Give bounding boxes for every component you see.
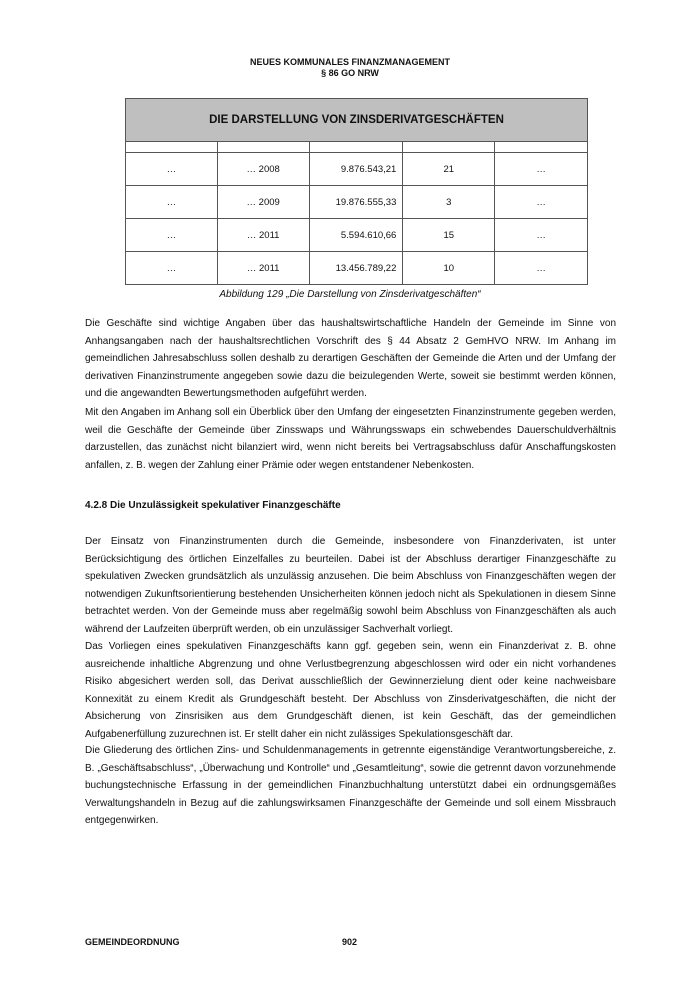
table-cell: … [495, 153, 588, 186]
paragraph: Der Einsatz von Finanzinstrumenten durch die Gemeinde, insbesondere von Finanzderivaten, ist unter Berücksichtigung des örtlichen Einzelfalles zu beurteilen. Dabei ist der Abschluss derartiger Finanzgeschäfte zu spekulativen Zwecken grundsätzlich als unzulässig anzusehen. Die beim Abschluss von Finanzgeschäften wegen der notwendigen Zukunftsorientierung bestehenden Unsicherheiten können jedoch nicht als Spekulationen in diesem Sinne betrachtet werden. Von der Gemeinde muss aber regelmäßig sowohl beim Abschluss von Finanzgeschäften als auch während der Laufzeiten überprüft werden, ob ein unzulässiger Sachverhalt vorliegt. [85, 536, 616, 635]
section-heading: 4.2.8 Die Unzulässigkeit spekulativer Finanzgeschäfte [85, 500, 341, 511]
table-cell: … 2009 [217, 186, 309, 219]
table-row [126, 186, 588, 219]
table-cell: … [495, 219, 588, 252]
header-subtitle: § 86 GO NRW [321, 68, 379, 78]
table-cell: … [126, 219, 218, 252]
figure-caption: Abbildung 129 „Die Darstellung von Zinsderivatgeschäften“ [219, 289, 481, 300]
table-title: DIE DARSTELLUNG VON ZINSDERIVATGESCHÄFTEN [126, 99, 588, 142]
table-cell: … [126, 186, 218, 219]
table-header-cell [495, 142, 588, 153]
table-header-cell [217, 142, 309, 153]
header-title: NEUES KOMMUNALES FINANZMANAGEMENT [250, 57, 450, 67]
table-cell: 21 [403, 153, 495, 186]
table-cell: 13.456.789,22 [309, 252, 403, 285]
table-row [126, 252, 588, 285]
table-cell: … 2011 [217, 219, 309, 252]
table-header-row [126, 142, 588, 153]
table-title-row [126, 99, 588, 142]
table-cell: 9.876.543,21 [309, 153, 403, 186]
table-cell: … 2008 [217, 153, 309, 186]
table-cell: … [126, 252, 218, 285]
table-header-cell [309, 142, 403, 153]
footer-label: GEMEINDEORDNUNG [85, 937, 180, 947]
table-cell: … [126, 153, 218, 186]
table-row [126, 153, 588, 186]
table-cell: … [495, 252, 588, 285]
table-header-cell [126, 142, 218, 153]
table-cell: 15 [403, 219, 495, 252]
paragraph: Die Geschäfte sind wichtige Angaben über das haushaltswirtschaftliche Handeln der Gemeinde im Sinne von Anhangsangaben nach der haushaltsrechtlichen Vorschrift des § 44 Absatz 2 GemHVO NRW. Im Anhang im gemeindlichen Jahresabschluss sollen deshalb zu derartigen Geschäften der Gemeinde die Arten und der Umfang der derivativen Finanzinstrumente angegeben sowie dazu die beizulegenden Werte, soweit sie bestimmt werden können, und die angewandten Bewertungsmethoden aufgeführt werden. [85, 318, 616, 400]
page-number: 902 [342, 937, 358, 947]
table-row [126, 219, 588, 252]
paragraph: Das Vorliegen eines spekulativen Finanzgeschäfts kann ggf. gegeben sein, wenn ein Finanzderivat z. B. ohne ausreichende inhaltliche Abgrenzung und ohne Verlustbegrenzung abgeschlossen wird oder ein nicht vorhandenes Risiko abgesichert werden soll, das Derivat ausschließlich der Gewinnerzielung dient oder keine nachweisbare Konnexität zu einem Kredit als Grundgeschäft besteht. Der Abschluss von Zinsderivatgeschäften, die nicht der Absicherung von Zinsrisiken aus dem Grundgeschäft dienen, ist kein Geschäft, das der gemeindlichen Aufgabenerfüllung zuzurechnen ist. Er stellt daher ein nicht zulässiges Spekulationsgeschäft dar. [85, 641, 616, 740]
page-header [0, 57, 700, 79]
paragraph: Die Gliederung des örtlichen Zins- und Schuldenmanagements in getrennte eigenständige Verantwortungsbereiche, z. B. „Geschäftsabschluss“, „Überwachung und Kontrolle“ und „Gesamtleitung“, sowie die getrennt davon vorzunehmende buchungstechnische Erfassung in der gemeindlichen Finanzbuchhaltung unterstützt dabei ein ordnungsgemäßes Verwaltungshandeln in Bezug auf die zahlungswirksamen Finanzgeschäfte der Gemeinde und soll einem Missbrauch entgegenwirken. [85, 745, 616, 827]
table-cell: 5.594.610,66 [309, 219, 403, 252]
table-header-cell [403, 142, 495, 153]
table-cell: 3 [403, 186, 495, 219]
paragraph: Mit den Angaben im Anhang soll ein Überblick über den Umfang der eingesetzten Finanzinstrumente gegeben werden, weil die Geschäfte der Gemeinde über Zinsswaps und Währungsswaps ein schwebendes Dauerschuldverhältnis darzustellen, das zunächst nicht bilanziert wird, wenn nicht bereits bei Vertragsabschluss dafür Anschaffungskosten anfallen, z. B. wegen der Zahlung einer Prämie oder wegen entstandener Nebenkosten. [85, 407, 616, 471]
table-cell: 19.876.555,33 [309, 186, 403, 219]
derivative-table [125, 98, 588, 285]
table-cell: 10 [403, 252, 495, 285]
table-cell: … [495, 186, 588, 219]
table-cell: … 2011 [217, 252, 309, 285]
